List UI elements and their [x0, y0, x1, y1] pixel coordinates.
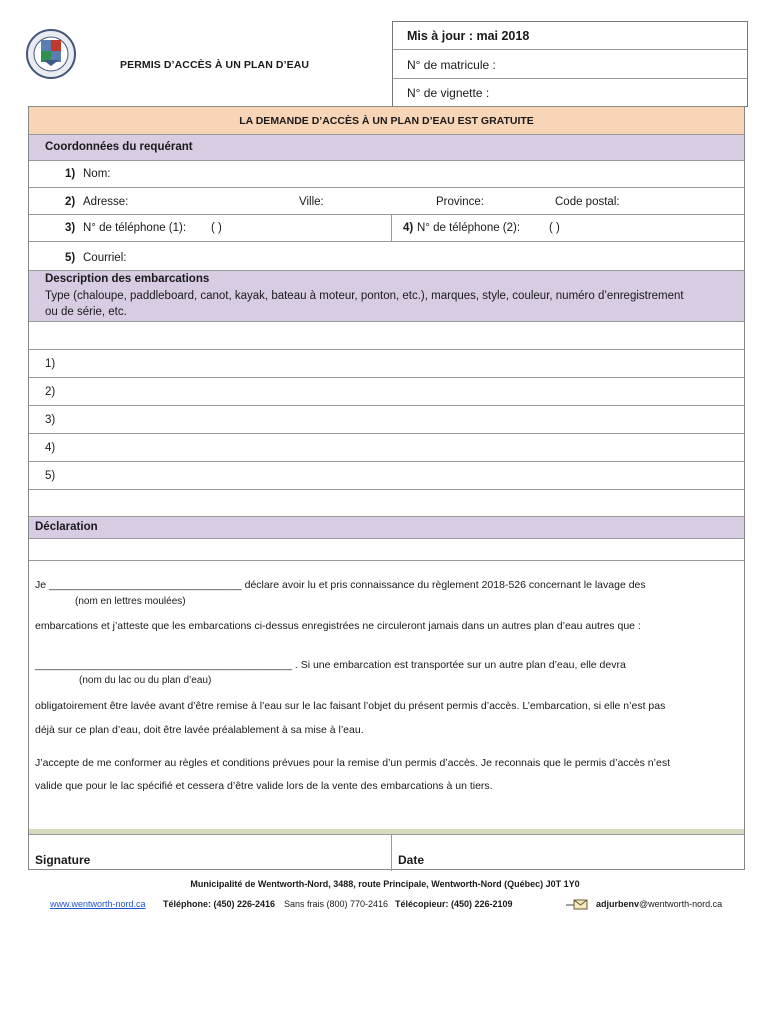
field-row-adresse[interactable]: 2) Adresse: Ville: Province: Code postal: — [29, 188, 744, 215]
embarcation-row-2[interactable]: 2) — [29, 378, 744, 406]
website-link[interactable]: www.wentworth-nord.ca — [50, 899, 146, 909]
signature-label: Signature — [35, 853, 91, 867]
footer-telephone: Téléphone: (450) 226-2416 — [163, 899, 276, 909]
declaration-line: déjà sur ce plan d’eau, doit être lavée préalablement à sa mise à l’eau. — [35, 724, 364, 736]
embarcations-description: Type (chaloupe, paddleboard, canot, kayak, bateau à moteur, ponton, etc.), marques, style, couleur, numéro d’enregistrement — [45, 290, 684, 302]
section-title: Description des embarcations — [45, 273, 210, 285]
courriel-label: Courriel: — [83, 252, 127, 264]
telephone1-label: N° de téléphone (1): — [83, 222, 187, 234]
declaration-line: embarcations et j’atteste que les embarcations ci-dessus enregistrées ne circuleront jamais dans un autres plan d’eau autres que : — [35, 620, 641, 632]
free-request-banner: LA DEMANDE D’ACCÈS À UN PLAN D’EAU EST GRATUITE — [29, 107, 744, 135]
section-title: Coordonnées du requérant — [45, 141, 193, 153]
embarcation-row-3[interactable]: 3) — [29, 406, 744, 434]
code-postal-label: Code postal: — [555, 196, 620, 208]
blank-row — [29, 490, 744, 517]
ville-label: Ville: — [299, 196, 324, 208]
footer-address: Municipalité de Wentworth-Nord, 3488, route Principale, Wentworth-Nord (Québec) J0T 1Y0 — [190, 879, 580, 889]
vignette-label: N° de vignette : — [407, 86, 490, 100]
blank-row — [29, 322, 744, 350]
update-date: Mis à jour : mai 2018 — [407, 29, 530, 43]
declaration-body — [29, 561, 744, 829]
declaration-note: (nom en lettres moulées) — [75, 596, 186, 607]
declaration-line: J’accepte de me conformer au règles et conditions prévues pour la remise d’un permis d’accès. Je reconnais que le permis d’accès n’est — [35, 757, 670, 769]
declaration-line: obligatoirement être lavée avant d’être remise à l’eau sur le lac faisant l’objet du présent permis d’accès. L’embarcation, si elle n’est pas — [35, 700, 666, 712]
section-header-embarcations: Description des embarcations Type (chaloupe, paddleboard, canot, kayak, bateau à moteur, ponton, etc.), marques, style, couleur, numéro d’enregistrement ou de série, etc. — [29, 271, 744, 322]
section-title: Déclaration — [35, 521, 98, 533]
footer-toll-free: Sans frais (800) 770-2416 — [284, 899, 389, 909]
municipal-crest-logo — [25, 28, 77, 80]
embarcation-row-5[interactable]: 5) — [29, 462, 744, 490]
field-row-nom[interactable]: 1) Nom: — [29, 161, 744, 188]
document-title: PERMIS D’ACCÈS À UN PLAN D’EAU — [120, 59, 310, 71]
adresse-label: Adresse: — [83, 196, 129, 208]
section-header-coordonnees — [29, 135, 744, 161]
declaration-line: valide que pour le lac spécifié et cessera d’être valide lors de la vente des embarcations à un tiers. — [35, 780, 493, 792]
declaration-line: Je _________________________________ déclare avoir lu et pris connaissance du règlement 2018-526 concernant le lavage des — [35, 579, 646, 591]
province-label: Province: — [436, 196, 484, 208]
mail-icon — [566, 897, 588, 915]
embarcation-row-4[interactable]: 4) — [29, 434, 744, 462]
nom-label: Nom: — [83, 168, 111, 180]
matricule-label: N° de matricule : — [407, 58, 496, 72]
date-label: Date — [398, 853, 425, 867]
field-row-telephone[interactable]: 3) N° de téléphone (1): ( ) 4) N° de téléphone (2): ( ) — [29, 215, 744, 242]
field-row-courriel[interactable]: 5) Courriel: — [29, 242, 744, 271]
telephone2-label: N° de téléphone (2): — [417, 222, 521, 234]
form-table — [28, 106, 745, 870]
signature-row[interactable] — [29, 835, 744, 871]
declaration-line: ____________________________________________ . Si une embarcation est transportée sur un autre plan d’eau, elle devra — [35, 659, 626, 671]
header-info-box — [392, 21, 748, 107]
footer-fax: Télécopieur: (450) 226-2109 — [395, 899, 513, 909]
declaration-note: (nom du lac ou du plan d’eau) — [79, 675, 212, 686]
embarcation-row-1[interactable]: 1) — [29, 350, 744, 378]
footer-email[interactable]: adjurbenv@wentworth-nord.ca — [596, 899, 723, 909]
blank-row — [29, 539, 744, 561]
section-header-declaration — [29, 517, 744, 539]
